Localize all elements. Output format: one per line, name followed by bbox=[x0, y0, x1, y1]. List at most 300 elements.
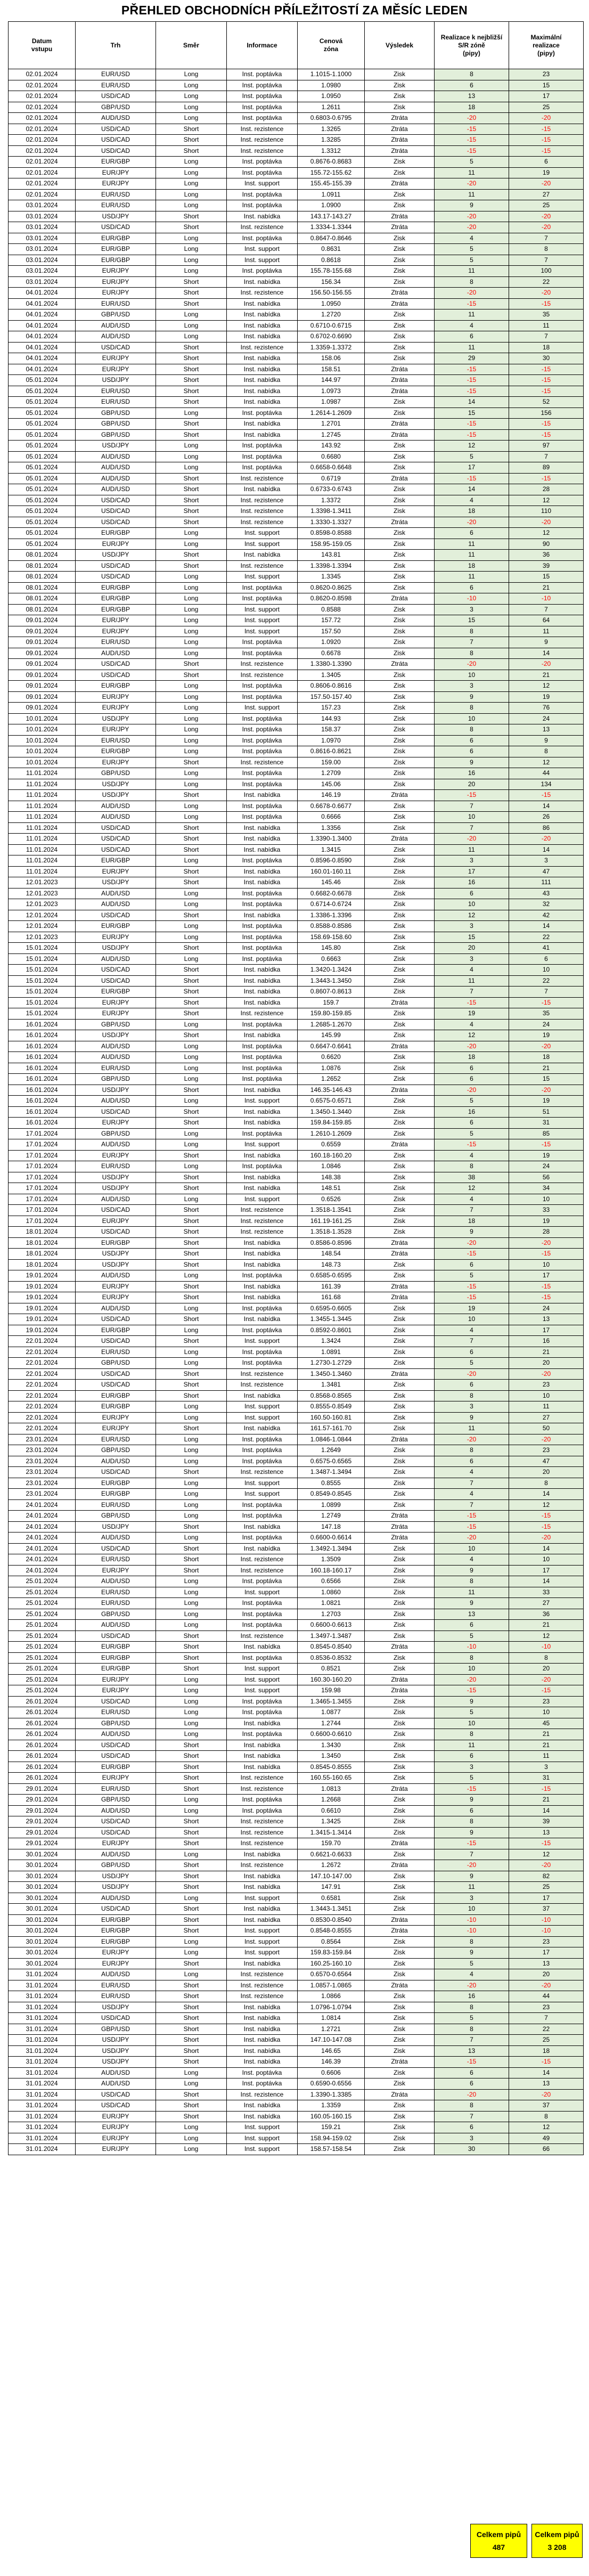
date-cell: 16.01.2024 bbox=[9, 1085, 76, 1096]
table-row bbox=[9, 276, 584, 288]
direction-cell: Short bbox=[156, 495, 227, 506]
market-cell: USD/CAD bbox=[76, 572, 156, 583]
date-cell: 29.01.2024 bbox=[9, 1816, 76, 1828]
market-cell: USD/CAD bbox=[76, 1631, 156, 1642]
realization-cell: 11 bbox=[435, 266, 509, 277]
realization-cell: 3 bbox=[435, 1401, 509, 1413]
market-cell: AUD/USD bbox=[76, 462, 156, 474]
realization-cell: 11 bbox=[435, 342, 509, 353]
max-realization-cell: 19 bbox=[509, 691, 584, 703]
market-cell: EUR/GBP bbox=[76, 681, 156, 692]
table-row bbox=[9, 866, 584, 877]
info-cell: Inst. rezistence bbox=[227, 1860, 298, 1871]
realization-cell: 8 bbox=[435, 1936, 509, 1947]
direction-cell: Short bbox=[156, 1237, 227, 1249]
date-cell: 31.01.2024 bbox=[9, 1980, 76, 1991]
market-cell: AUD/USD bbox=[76, 320, 156, 331]
market-cell: AUD/USD bbox=[76, 1139, 156, 1151]
market-cell: USD/JPY bbox=[76, 550, 156, 561]
result-cell: Ztráta bbox=[365, 1926, 435, 1937]
price-zone-cell: 160.30-160.20 bbox=[298, 1674, 365, 1685]
direction-cell: Long bbox=[156, 1805, 227, 1816]
market-cell: AUD/USD bbox=[76, 1096, 156, 1107]
max-realization-cell: -15 bbox=[509, 473, 584, 484]
market-cell: USD/CAD bbox=[76, 560, 156, 572]
price-zone-cell: 1.3509 bbox=[298, 1554, 365, 1566]
realization-cell: -20 bbox=[435, 1041, 509, 1052]
direction-cell: Long bbox=[156, 233, 227, 244]
table-row bbox=[9, 407, 584, 419]
realization-cell: 13 bbox=[435, 1609, 509, 1620]
date-cell: 05.01.2024 bbox=[9, 495, 76, 506]
table-row bbox=[9, 1063, 584, 1074]
result-cell: Zisk bbox=[365, 1991, 435, 2002]
max-realization-cell: -15 bbox=[509, 1292, 584, 1303]
date-cell: 09.01.2024 bbox=[9, 691, 76, 703]
market-cell: AUD/USD bbox=[76, 1194, 156, 1205]
market-cell: EUR/JPY bbox=[76, 353, 156, 364]
result-cell: Zisk bbox=[365, 1620, 435, 1631]
header-realizace: Realizace k nejbližší S/R zóně (pipy) bbox=[435, 22, 509, 69]
market-cell: USD/CAD bbox=[76, 1227, 156, 1238]
date-cell: 02.01.2024 bbox=[9, 157, 76, 168]
info-cell: Inst. nabídka bbox=[227, 1281, 298, 1292]
max-realization-cell: -20 bbox=[509, 1434, 584, 1445]
result-cell: Zisk bbox=[365, 975, 435, 987]
direction-cell: Short bbox=[156, 1249, 227, 1260]
price-zone-cell: 0.8631 bbox=[298, 244, 365, 255]
market-cell: GBP/USD bbox=[76, 1128, 156, 1139]
max-realization-cell: 11 bbox=[509, 1751, 584, 1762]
max-realization-cell: 12 bbox=[509, 528, 584, 539]
price-zone-cell: 1.0814 bbox=[298, 2013, 365, 2024]
table-row bbox=[9, 69, 584, 80]
info-cell: Inst. poptávka bbox=[227, 69, 298, 80]
info-cell: Inst. poptávka bbox=[227, 746, 298, 757]
max-realization-cell: -20 bbox=[509, 1532, 584, 1544]
market-cell: AUD/USD bbox=[76, 113, 156, 124]
date-cell: 30.01.2024 bbox=[9, 1871, 76, 1882]
realization-cell: 7 bbox=[435, 1336, 509, 1347]
direction-cell: Long bbox=[156, 91, 227, 102]
result-cell: Ztráta bbox=[365, 375, 435, 386]
price-zone-cell: 0.6526 bbox=[298, 1194, 365, 1205]
price-zone-cell: 1.3372 bbox=[298, 495, 365, 506]
market-cell: USD/JPY bbox=[76, 1172, 156, 1183]
max-realization-cell: 86 bbox=[509, 822, 584, 834]
realization-cell: 18 bbox=[435, 102, 509, 113]
max-realization-cell: 21 bbox=[509, 1729, 584, 1740]
realization-cell: 7 bbox=[435, 1478, 509, 1489]
price-zone-cell: 1.0950 bbox=[298, 91, 365, 102]
table-row bbox=[9, 1511, 584, 1522]
price-zone-cell: 1.3465-1.3455 bbox=[298, 1696, 365, 1707]
date-cell: 05.01.2024 bbox=[9, 539, 76, 550]
direction-cell: Long bbox=[156, 1499, 227, 1511]
direction-cell: Short bbox=[156, 1783, 227, 1795]
info-cell: Inst. poptávka bbox=[227, 735, 298, 746]
info-cell: Inst. support bbox=[227, 572, 298, 583]
info-cell: Inst. nabídka bbox=[227, 1292, 298, 1303]
price-zone-cell: 1.3518-1.3541 bbox=[298, 1205, 365, 1216]
date-cell: 25.01.2024 bbox=[9, 1674, 76, 1685]
table-row bbox=[9, 648, 584, 659]
table-row bbox=[9, 1904, 584, 1915]
direction-cell: Short bbox=[156, 1554, 227, 1566]
realization-cell: 12 bbox=[435, 441, 509, 452]
direction-cell: Long bbox=[156, 1936, 227, 1947]
market-cell: GBP/USD bbox=[76, 2024, 156, 2035]
direction-cell: Short bbox=[156, 1205, 227, 1216]
max-realization-cell: 8 bbox=[509, 244, 584, 255]
direction-cell: Short bbox=[156, 2089, 227, 2100]
realization-cell: 8 bbox=[435, 1161, 509, 1172]
result-cell: Zisk bbox=[365, 2024, 435, 2035]
date-cell: 03.01.2024 bbox=[9, 276, 76, 288]
date-cell: 17.01.2024 bbox=[9, 1150, 76, 1161]
max-realization-cell: 19 bbox=[509, 1096, 584, 1107]
price-zone-cell: 1.3430 bbox=[298, 1740, 365, 1751]
header-trh: Trh bbox=[76, 22, 156, 69]
table-row bbox=[9, 1664, 584, 1675]
direction-cell: Short bbox=[156, 1773, 227, 1784]
result-cell: Zisk bbox=[365, 1652, 435, 1664]
direction-cell: Long bbox=[156, 1194, 227, 1205]
date-cell: 30.01.2024 bbox=[9, 1849, 76, 1860]
result-cell: Zisk bbox=[365, 1543, 435, 1554]
direction-cell: Short bbox=[156, 1860, 227, 1871]
max-realization-cell: 97 bbox=[509, 441, 584, 452]
date-cell: 30.01.2024 bbox=[9, 1947, 76, 1959]
date-cell: 23.01.2024 bbox=[9, 1434, 76, 1445]
date-cell: 16.01.2024 bbox=[9, 1030, 76, 1041]
direction-cell: Long bbox=[156, 1532, 227, 1544]
direction-cell: Long bbox=[156, 615, 227, 626]
date-cell: 22.01.2024 bbox=[9, 1390, 76, 1401]
direction-cell: Short bbox=[156, 987, 227, 998]
date-cell: 17.01.2024 bbox=[9, 1128, 76, 1139]
realization-cell: 7 bbox=[435, 2035, 509, 2046]
date-cell: 02.01.2024 bbox=[9, 80, 76, 91]
table-row bbox=[9, 1237, 584, 1249]
direction-cell: Long bbox=[156, 637, 227, 648]
max-realization-cell: -15 bbox=[509, 135, 584, 146]
date-cell: 10.01.2024 bbox=[9, 713, 76, 724]
price-zone-cell: 1.3390-1.3400 bbox=[298, 834, 365, 845]
market-cell: USD/CAD bbox=[76, 2013, 156, 2024]
market-cell: EUR/GBP bbox=[76, 233, 156, 244]
max-realization-cell: 23 bbox=[509, 1696, 584, 1707]
result-cell: Ztráta bbox=[365, 1281, 435, 1292]
date-cell: 31.01.2024 bbox=[9, 2144, 76, 2155]
direction-cell: Long bbox=[156, 691, 227, 703]
realization-cell: 6 bbox=[435, 746, 509, 757]
date-cell: 04.01.2024 bbox=[9, 353, 76, 364]
result-cell: Zisk bbox=[365, 822, 435, 834]
price-zone-cell: 0.8536-0.8532 bbox=[298, 1652, 365, 1664]
max-realization-cell: 15 bbox=[509, 1074, 584, 1085]
date-cell: 11.01.2024 bbox=[9, 866, 76, 877]
market-cell: EUR/USD bbox=[76, 1707, 156, 1718]
market-cell: EUR/GBP bbox=[76, 255, 156, 266]
market-cell: AUD/USD bbox=[76, 331, 156, 343]
result-cell: Zisk bbox=[365, 1904, 435, 1915]
table-row bbox=[9, 1292, 584, 1303]
market-cell: USD/JPY bbox=[76, 2045, 156, 2057]
max-realization-cell: 18 bbox=[509, 1052, 584, 1063]
result-cell: Ztráta bbox=[365, 135, 435, 146]
table-row bbox=[9, 1751, 584, 1762]
table-row bbox=[9, 1871, 584, 1882]
realization-cell: 4 bbox=[435, 1969, 509, 1980]
direction-cell: Short bbox=[156, 375, 227, 386]
date-cell: 05.01.2024 bbox=[9, 462, 76, 474]
direction-cell: Long bbox=[156, 932, 227, 943]
market-cell: USD/CAD bbox=[76, 1543, 156, 1554]
table-row bbox=[9, 528, 584, 539]
realization-cell: -20 bbox=[435, 517, 509, 528]
date-cell: 25.01.2024 bbox=[9, 1598, 76, 1609]
table-row bbox=[9, 1554, 584, 1566]
result-cell: Zisk bbox=[365, 921, 435, 932]
date-cell: 10.01.2024 bbox=[9, 757, 76, 768]
realization-cell: 8 bbox=[435, 1576, 509, 1587]
price-zone-cell: 157.50 bbox=[298, 626, 365, 637]
direction-cell: Short bbox=[156, 757, 227, 768]
table-row bbox=[9, 1696, 584, 1707]
direction-cell: Short bbox=[156, 2035, 227, 2046]
result-cell: Zisk bbox=[365, 1718, 435, 1729]
info-cell: Inst. poptávka bbox=[227, 451, 298, 462]
realization-cell: 19 bbox=[435, 1008, 509, 1020]
price-zone-cell: 1.2721 bbox=[298, 2024, 365, 2035]
direction-cell: Long bbox=[156, 779, 227, 790]
table-row bbox=[9, 200, 584, 211]
direction-cell: Short bbox=[156, 1368, 227, 1380]
market-cell: USD/JPY bbox=[76, 1085, 156, 1096]
price-zone-cell: 0.8607-0.8613 bbox=[298, 987, 365, 998]
market-cell: USD/CAD bbox=[76, 506, 156, 517]
market-cell: USD/CAD bbox=[76, 1314, 156, 1325]
result-cell: Ztráta bbox=[365, 386, 435, 397]
market-cell: USD/JPY bbox=[76, 211, 156, 222]
info-cell: Inst. nabídka bbox=[227, 1183, 298, 1194]
result-cell: Zisk bbox=[365, 1729, 435, 1740]
max-realization-cell: -20 bbox=[509, 222, 584, 233]
direction-cell: Long bbox=[156, 2078, 227, 2090]
result-cell: Zisk bbox=[365, 1358, 435, 1369]
realization-cell: 7 bbox=[435, 801, 509, 812]
max-realization-cell: 89 bbox=[509, 462, 584, 474]
max-realization-cell: 21 bbox=[509, 670, 584, 681]
price-zone-cell: 1.3334-1.3344 bbox=[298, 222, 365, 233]
realization-cell: 7 bbox=[435, 987, 509, 998]
date-cell: 11.01.2024 bbox=[9, 768, 76, 779]
market-cell: AUD/USD bbox=[76, 473, 156, 484]
result-cell: Zisk bbox=[365, 484, 435, 495]
info-cell: Inst. support bbox=[227, 1926, 298, 1937]
info-cell: Inst. nabídka bbox=[227, 364, 298, 375]
table-row bbox=[9, 637, 584, 648]
market-cell: USD/CAD bbox=[76, 222, 156, 233]
direction-cell: Long bbox=[156, 703, 227, 714]
table-row bbox=[9, 921, 584, 932]
realization-cell: 5 bbox=[435, 255, 509, 266]
direction-cell: Long bbox=[156, 539, 227, 550]
table-row bbox=[9, 211, 584, 222]
market-cell: AUD/USD bbox=[76, 451, 156, 462]
result-cell: Ztráta bbox=[365, 1980, 435, 1991]
market-cell: EUR/GBP bbox=[76, 582, 156, 593]
date-cell: 18.01.2024 bbox=[9, 1237, 76, 1249]
result-cell: Zisk bbox=[365, 1969, 435, 1980]
market-cell: USD/CAD bbox=[76, 1205, 156, 1216]
realization-cell: 4 bbox=[435, 1489, 509, 1500]
direction-cell: Long bbox=[156, 888, 227, 899]
price-zone-cell: 157.23 bbox=[298, 703, 365, 714]
direction-cell: Long bbox=[156, 604, 227, 615]
info-cell: Inst. poptávka bbox=[227, 1598, 298, 1609]
market-cell: EUR/JPY bbox=[76, 1773, 156, 1784]
price-zone-cell: 143.81 bbox=[298, 550, 365, 561]
result-cell: Ztráta bbox=[365, 517, 435, 528]
info-cell: Inst. poptávka bbox=[227, 648, 298, 659]
info-cell: Inst. rezistence bbox=[227, 1467, 298, 1478]
table-row bbox=[9, 1958, 584, 1969]
market-cell: EUR/JPY bbox=[76, 703, 156, 714]
max-realization-cell: 17 bbox=[509, 1565, 584, 1576]
direction-cell: Short bbox=[156, 975, 227, 987]
table-row bbox=[9, 189, 584, 200]
table-row bbox=[9, 364, 584, 375]
info-cell: Inst. nabídka bbox=[227, 353, 298, 364]
date-cell: 04.01.2024 bbox=[9, 364, 76, 375]
result-cell: Zisk bbox=[365, 1074, 435, 1085]
realization-cell: 3 bbox=[435, 681, 509, 692]
table-row bbox=[9, 342, 584, 353]
realization-cell: 29 bbox=[435, 353, 509, 364]
direction-cell: Short bbox=[156, 1292, 227, 1303]
date-cell: 12.01.2023 bbox=[9, 888, 76, 899]
market-cell: EUR/JPY bbox=[76, 539, 156, 550]
date-cell: 10.01.2024 bbox=[9, 735, 76, 746]
date-cell: 25.01.2024 bbox=[9, 1609, 76, 1620]
max-realization-cell: 8 bbox=[509, 1478, 584, 1489]
realization-cell: -20 bbox=[435, 222, 509, 233]
date-cell: 24.01.2024 bbox=[9, 1532, 76, 1544]
realization-cell: 9 bbox=[435, 1871, 509, 1882]
realization-cell: 6 bbox=[435, 2122, 509, 2133]
direction-cell: Short bbox=[156, 910, 227, 921]
result-cell: Ztráta bbox=[365, 145, 435, 157]
date-cell: 05.01.2024 bbox=[9, 397, 76, 408]
result-cell: Zisk bbox=[365, 102, 435, 113]
max-realization-cell: -20 bbox=[509, 1368, 584, 1380]
date-cell: 10.01.2024 bbox=[9, 746, 76, 757]
table-row bbox=[9, 1849, 584, 1860]
price-zone-cell: 0.6559 bbox=[298, 1139, 365, 1151]
result-cell: Ztráta bbox=[365, 790, 435, 801]
price-zone-cell: 145.46 bbox=[298, 877, 365, 888]
market-cell: EUR/JPY bbox=[76, 626, 156, 637]
realization-cell: 5 bbox=[435, 1707, 509, 1718]
table-row bbox=[9, 441, 584, 452]
info-cell: Inst. poptávka bbox=[227, 1303, 298, 1314]
table-row bbox=[9, 1532, 584, 1544]
table-row bbox=[9, 255, 584, 266]
price-zone-cell: 0.6595-0.6605 bbox=[298, 1303, 365, 1314]
market-cell: USD/CAD bbox=[76, 495, 156, 506]
table-row bbox=[9, 1194, 584, 1205]
market-cell: GBP/USD bbox=[76, 102, 156, 113]
max-realization-cell: 56 bbox=[509, 1172, 584, 1183]
realization-cell: -20 bbox=[435, 1980, 509, 1991]
date-cell: 24.01.2024 bbox=[9, 1543, 76, 1554]
realization-cell: -15 bbox=[435, 1249, 509, 1260]
result-cell: Zisk bbox=[365, 1172, 435, 1183]
market-cell: USD/CAD bbox=[76, 1696, 156, 1707]
realization-cell: 6 bbox=[435, 1456, 509, 1467]
max-realization-cell: -20 bbox=[509, 1085, 584, 1096]
info-cell: Inst. poptávka bbox=[227, 91, 298, 102]
price-zone-cell: 1.3492-1.3494 bbox=[298, 1543, 365, 1554]
max-realization-cell: 31 bbox=[509, 1118, 584, 1129]
date-cell: 03.01.2024 bbox=[9, 211, 76, 222]
info-cell: Inst. rezistence bbox=[227, 517, 298, 528]
info-cell: Inst. nabídka bbox=[227, 1118, 298, 1129]
market-cell: USD/JPY bbox=[76, 375, 156, 386]
market-cell: EUR/USD bbox=[76, 1598, 156, 1609]
direction-cell: Short bbox=[156, 484, 227, 495]
max-realization-cell: -20 bbox=[509, 659, 584, 670]
max-realization-cell: 28 bbox=[509, 484, 584, 495]
table-row bbox=[9, 757, 584, 768]
realization-cell: -15 bbox=[435, 1783, 509, 1795]
info-cell: Inst. poptávka bbox=[227, 681, 298, 692]
result-cell: Zisk bbox=[365, 91, 435, 102]
max-realization-cell: 7 bbox=[509, 987, 584, 998]
table-row bbox=[9, 1380, 584, 1391]
info-cell: Inst. rezistence bbox=[227, 124, 298, 135]
max-realization-cell: 26 bbox=[509, 812, 584, 823]
market-cell: EUR/USD bbox=[76, 1161, 156, 1172]
total-max-realizace-cell bbox=[531, 2524, 583, 2558]
result-cell: Zisk bbox=[365, 1445, 435, 1456]
info-cell: Inst. support bbox=[227, 1664, 298, 1675]
market-cell: USD/CAD bbox=[76, 1106, 156, 1118]
realization-cell: 5 bbox=[435, 451, 509, 462]
info-cell: Inst. nabídka bbox=[227, 298, 298, 309]
direction-cell: Long bbox=[156, 1489, 227, 1500]
direction-cell: Long bbox=[156, 266, 227, 277]
price-zone-cell: 0.8598-0.8588 bbox=[298, 528, 365, 539]
table-row bbox=[9, 790, 584, 801]
info-cell: Inst. nabídka bbox=[227, 1871, 298, 1882]
direction-cell: Short bbox=[156, 1390, 227, 1401]
price-zone-cell: 160.50-160.81 bbox=[298, 1412, 365, 1423]
price-zone-cell: 1.2730-1.2729 bbox=[298, 1358, 365, 1369]
info-cell: Inst. support bbox=[227, 1096, 298, 1107]
max-realization-cell: 20 bbox=[509, 1358, 584, 1369]
price-zone-cell: 1.0911 bbox=[298, 189, 365, 200]
result-cell: Ztráta bbox=[365, 1237, 435, 1249]
direction-cell: Short bbox=[156, 386, 227, 397]
max-realization-cell: 16 bbox=[509, 1336, 584, 1347]
price-zone-cell: 1.3405 bbox=[298, 670, 365, 681]
result-cell: Zisk bbox=[365, 255, 435, 266]
table-row bbox=[9, 178, 584, 190]
date-cell: 25.01.2024 bbox=[9, 1587, 76, 1598]
